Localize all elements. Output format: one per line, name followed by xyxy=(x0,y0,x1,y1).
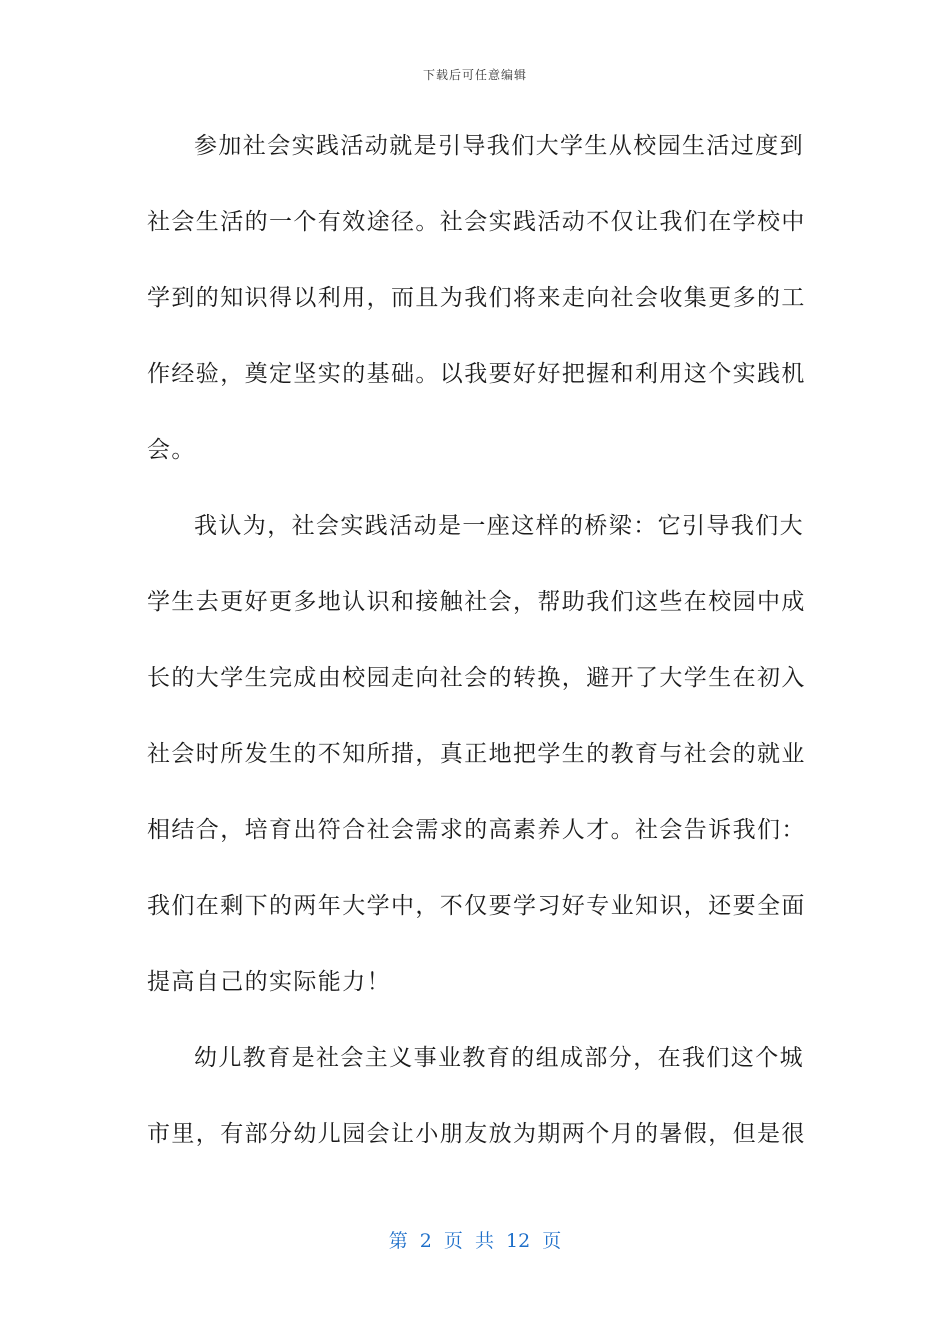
text-line: 社会生活的一个有效途径。社会实践活动不仅让我们在学校中 xyxy=(147,209,806,235)
text-line: 相结合，培育出符合社会需求的高素养人才。社会告诉我们： xyxy=(147,817,806,843)
page-number-footer: 第 2 页 共 12 页 xyxy=(388,1230,562,1252)
text-line: 学生去更好更多地认识和接触社会，帮助我们这些在校园中成 xyxy=(147,589,806,615)
text-line: 学到的知识得以利用，而且为我们将来走向社会收集更多的工 xyxy=(147,285,806,311)
text-line: 幼儿教育是社会主义事业教育的组成部分，在我们这个城 xyxy=(194,1045,804,1071)
text-line: 会。 xyxy=(147,437,196,463)
text-line: 我认为，社会实践活动是一座这样的桥梁：它引导我们大 xyxy=(194,513,804,539)
text-line: 提高自己的实际能力！ xyxy=(147,969,391,995)
text-line: 社会时所发生的不知所措，真正地把学生的教育与社会的就业 xyxy=(147,741,806,767)
text-line: 参加社会实践活动就是引导我们大学生从校园生活过度到 xyxy=(194,133,804,159)
text-line: 市里，有部分幼儿园会让小朋友放为期两个月的暑假，但是很 xyxy=(147,1121,806,1147)
text-line: 作经验，奠定坚实的基础。以我要好好把握和利用这个实践机 xyxy=(147,361,806,387)
text-line: 我们在剩下的两年大学中，不仅要学习好专业知识，还要全面 xyxy=(147,893,806,919)
text-line: 长的大学生完成由校园走向社会的转换，避开了大学生在初入 xyxy=(147,665,806,691)
page-header: 下载后可任意编辑 xyxy=(422,68,527,82)
